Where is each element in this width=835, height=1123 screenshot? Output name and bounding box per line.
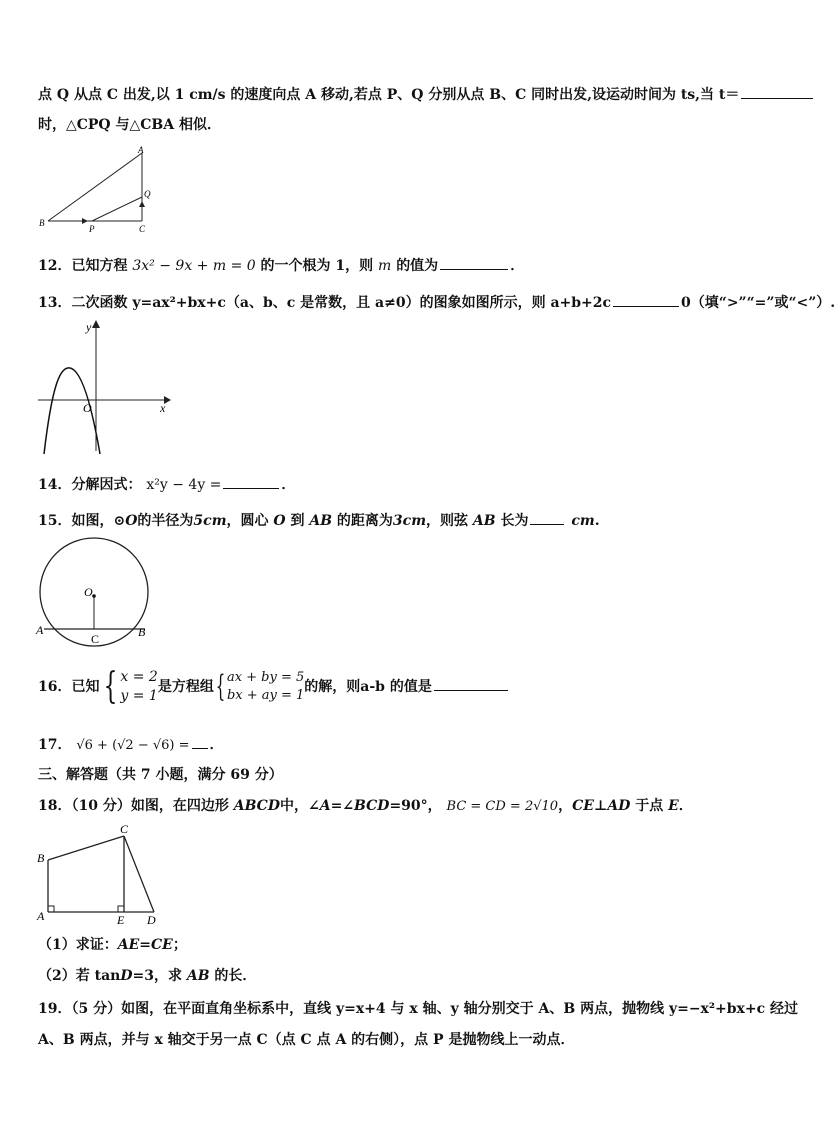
q17-text: 17．	[38, 737, 72, 753]
q18-A: A	[319, 798, 331, 814]
q14-end: ．	[281, 477, 296, 493]
q18-perp: ⊥	[593, 798, 608, 814]
label-circle-B: B	[138, 625, 146, 639]
q16-answer-blank[interactable]	[434, 676, 508, 691]
q18-2-text-mid: =3，求	[132, 968, 182, 984]
q18-text-a: 中，∠	[279, 798, 320, 814]
q16-eq-2: bx + ay = 1	[226, 688, 305, 703]
q18-2-text: （2）若 tan	[38, 968, 121, 984]
q17-line	[38, 734, 224, 755]
q17-answer-blank[interactable]	[192, 734, 208, 749]
q16-x-value: x = 2	[120, 669, 158, 685]
q18-AD: AD	[607, 798, 631, 814]
q14-expression: x²y − 4y =	[146, 477, 222, 493]
label-C: C	[139, 224, 146, 234]
q18-text-d: ，	[558, 798, 573, 814]
q18-text-c: =90°，	[389, 798, 442, 814]
label-quad-A: A	[37, 909, 45, 923]
label-B: B	[39, 218, 45, 228]
q12-text: 12．已知方程	[38, 258, 128, 274]
q18-2-AB: AB	[186, 968, 210, 984]
q12-end: ．	[510, 258, 525, 274]
quadrilateral-figure	[34, 820, 164, 930]
q18-line	[38, 797, 693, 816]
q15-line	[38, 510, 600, 530]
q14-answer-blank[interactable]	[223, 474, 279, 489]
q12-equation: 3x² − 9x + m = 0	[132, 258, 256, 274]
parabola-figure	[36, 316, 176, 456]
q15-unit: cm	[571, 513, 595, 529]
q17-end: ．	[209, 737, 224, 753]
q15-end: .	[594, 513, 600, 529]
q18-CE: CE	[572, 798, 594, 814]
q16-y-value: y = 1	[120, 688, 158, 704]
q15-distance: 3cm	[392, 513, 427, 529]
q13-end: 0（填“>”“=”或“<”）.	[681, 295, 835, 311]
q18-text: 18．（10 分）如图，在四边形	[38, 798, 229, 814]
label-P: P	[89, 224, 95, 234]
q18-ABCD: ABCD	[233, 798, 280, 814]
q13-line	[38, 292, 835, 312]
q15-AB: AB	[309, 513, 333, 529]
label-quad-C: C	[120, 822, 129, 836]
section-3-heading	[38, 766, 283, 784]
q11-line-2	[38, 116, 221, 134]
q16-text: 16．已知	[38, 679, 100, 695]
q18-text-e: 于点	[635, 798, 664, 814]
q19-text-1: 19．（5 分）如图，在平面直角坐标系中，直线 y=x+4 与 x 轴、y 轴分别交于 A、B 两点，抛物线 y=−x²+bx+c 经过	[38, 1001, 799, 1017]
q15-text-c: 到	[290, 513, 305, 529]
q16-system	[227, 669, 304, 705]
q16-brace-2: {	[215, 669, 226, 704]
label-quad-E: E	[117, 913, 125, 927]
q16-eq-1: ax + by = 5	[226, 670, 305, 685]
q18-BCD: BCD	[354, 798, 390, 814]
q18-text-b: =∠	[330, 798, 355, 814]
circle-figure	[34, 536, 158, 648]
q11-answer-blank[interactable]	[741, 84, 813, 99]
q15-AB2: AB	[472, 513, 496, 529]
q15-text-e: ，则弦	[426, 513, 469, 529]
q19-text-2: A、B 两点，并与 x 轴交于另一点 C（点 C 点 A 的右侧），点 P 是抛物线上一动点．	[38, 1032, 575, 1048]
q15-text: 15．如图，⊙	[38, 513, 126, 529]
q17-expression: √6 + (√2 − √6) =	[76, 738, 190, 753]
q12-text-mid: 的一个根为 1，则	[260, 258, 374, 274]
q11-text: 点 Q 从点 C 出发,以 1 cm/s 的速度向点 A 移动,若点 P、Q 分别从点 B、C 同时出发,设运动时间为 ts,当 t＝	[38, 87, 740, 103]
q19-line-1	[38, 1000, 798, 1018]
q15-radius: 5cm	[193, 513, 227, 529]
q14-text: 14．分解因式：	[38, 477, 142, 493]
label-A: A	[138, 145, 144, 155]
q12-var-m: m	[378, 258, 392, 274]
q18-1-end: ；	[172, 937, 187, 953]
q16-text-mid: 是方程组	[157, 679, 214, 695]
q12-text-post: 的值为	[396, 258, 439, 274]
q15-text-d: 的距离为	[336, 513, 393, 529]
q11-continuation-line	[38, 84, 815, 104]
q16-brace-1: {	[104, 666, 118, 707]
q11-text-2: 时，△CPQ 与△CBA 相似．	[38, 117, 221, 133]
q16-line	[38, 668, 510, 706]
q16-solution	[120, 668, 157, 706]
q18-lengths: BC = CD = 2√10	[446, 799, 559, 814]
q18-2-end: 的长．	[214, 968, 257, 984]
q15-text-f: 长为	[500, 513, 529, 529]
q18-part-2	[38, 967, 256, 985]
q15-text-b: ，圆心	[226, 513, 269, 529]
q18-1-statement: AE=CE	[117, 937, 173, 953]
label-circle-O: O	[84, 585, 93, 599]
label-circle-C: C	[91, 632, 100, 646]
triangle-figure	[34, 145, 164, 235]
label-circle-A: A	[36, 623, 44, 637]
label-quad-D: D	[147, 913, 156, 927]
q18-2-D: D	[120, 968, 133, 984]
q18-1-text: （1）求证：	[38, 937, 118, 953]
section-3-title: 三、解答题（共 7 小题，满分 69 分）	[38, 767, 283, 783]
q12-line	[38, 255, 524, 275]
q15-text-a: 的半径为	[137, 513, 194, 529]
q14-line	[38, 474, 295, 494]
q16-text-post: 的解，则a-b 的值是	[304, 679, 432, 695]
q18-end: ．	[678, 798, 693, 814]
label-origin: O	[83, 401, 92, 415]
q15-O: O	[125, 513, 138, 529]
q13-text: 13．二次函数 y=ax²+bx+c（a、b、c 是常数，且 a≠0）的图象如图所示，则 a+b+2c	[38, 295, 612, 311]
q19-line-2	[38, 1031, 574, 1049]
label-x-axis: x	[160, 401, 166, 415]
label-y-axis: y	[86, 320, 92, 334]
q18-part-1	[38, 936, 187, 954]
q15-O2: O	[273, 513, 286, 529]
label-quad-B: B	[37, 851, 45, 865]
q12-answer-blank[interactable]	[440, 255, 508, 270]
label-Q: Q	[144, 189, 151, 199]
q13-answer-blank[interactable]	[613, 292, 679, 307]
q15-answer-blank[interactable]	[530, 510, 564, 525]
q18-E: E	[668, 798, 679, 814]
